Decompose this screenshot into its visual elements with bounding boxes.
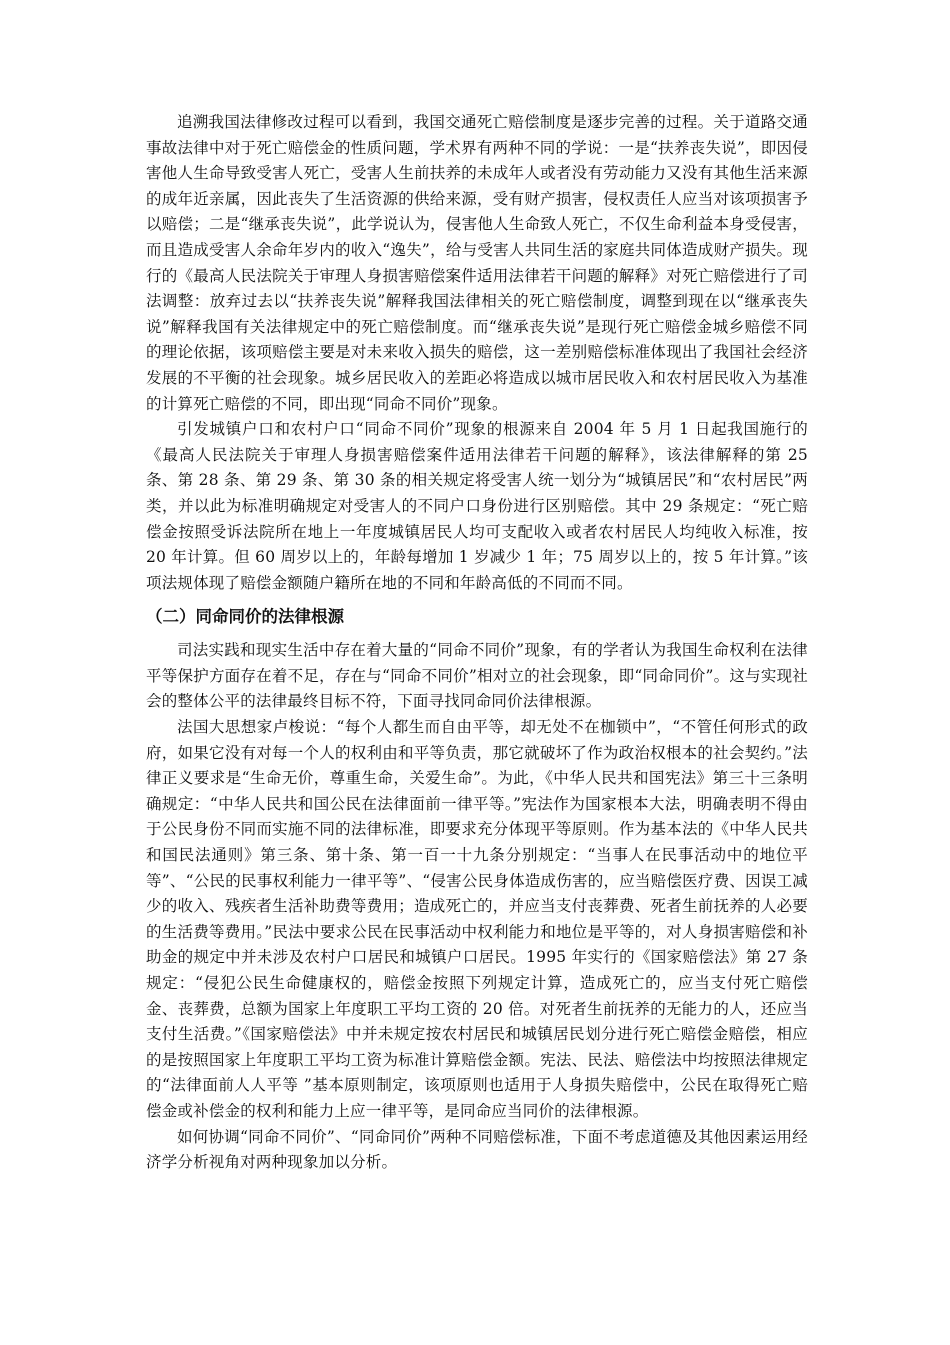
paragraph-death-compensation-theories: 追溯我国法律修改过程可以看到，我国交通死亡赔偿制度是逐步完善的过程。关于道路交通事故法律中对于死亡赔偿金的性质问题，学术界有两种不同的学说：一是“扶养丧失说”，即因侵害他人生命导致受害人死亡，受害人生前扶养的未成年人或者没有劳动能力又没有其他生活来源的成年近亲属，因此丧失了生活资源的供给来源，受有财产损害，侵权责任人应当对该项损害予以赔偿；二是“继承丧失说”，此学说认为，侵害他人生命致人死亡，不仅生命利益本身受侵害，而且造成受害人余命年岁内的收入“逸失”，给与受害人共同生活的家庭共同体造成财产损失。现行的《最高人民法院关于审理人身损害赔偿案件适用法律若干问题的解释》对死亡赔偿进行了司法调整：放弃过去以“扶养丧失说”解释我国法律相关的死亡赔偿制度，调整到现在以“继承丧失说”解释我国有关法律规定中的死亡赔偿制度。而“继承丧失说”是现行死亡赔偿金城乡赔偿不同的理论依据，该项赔偿主要是对未来收入损失的赔偿，这一差别赔偿标准体现出了我国社会经济发展的不平衡的社会现象。城乡居民收入的差距必将造成以城市居民收入和农村居民收入为基准的计算死亡赔偿的不同，即出现“同命不同价”现象。	[146, 113, 808, 413]
paragraph-urban-rural-origin: 引发城镇户口和农村户口“同命不同价”现象的根源来自 2004 年 5 月 1 日起我国施行的《最高人民法院关于审理人身损害赔偿案件适用法律若干问题的解释》，该法律解释的第 25 条、第 28 条、第 29 条、第 30 条的相关规定将受害人统一划分为“城镇居民”和“农村居民”两类，并以此为标准明确规定对受害人的不同户口身份进行区别赔偿。其中 29 条规定：“死亡赔偿金按照受诉法院所在地上一年度城镇居民人均可支配收入或者农村居民人均纯收入标准，按 20 年计算。但 60 周岁以上的，年龄每增加 1 岁减少 1 年；75 周岁以上的，按 5 年计算。”该项法规体现了赔偿金额随户籍所在地的不同和年龄高低的不同而不同。	[146, 420, 808, 592]
document-page	[146, 110, 808, 1176]
paragraph-legal-basis: 法国大思想家卢梭说：“每个人都生而自由平等，却无处不在枷锁中”，“不管任何形式的政府，如果它没有对每一个人的权利由和平等负责，那它就破坏了作为政治权根本的社会契约。”法律正义要求是“生命无价，尊重生命，关爱生命”。为此，《中华人民共和国宪法》第三十三条明确规定：“中华人民共和国公民在法律面前一律平等。”宪法作为国家根本大法，明确表明不得由于公民身份不同而实施不同的法律标准，即要求充分体现平等原则。作为基本法的《中华人民共和国民法通则》第三条、第十条、第一百一十九条分别规定：“当事人在民事活动中的地位平等”、“公民的民事权利能力一律平等”、“侵害公民身体造成伤害的，应当赔偿医疗费、因误工减少的收入、残疾者生活补助费等费用；造成死亡的，并应当支付丧葬费、死者生前抚养的人必要的生活费等费用。”民法中要求公民在民事活动中权利能力和地位是平等的，对人身损害赔偿和补助金的规定中并未涉及农村户口居民和城镇户口居民。1995 年实行的《国家赔偿法》第 27 条规定：“侵犯公民生命健康权的，赔偿金按照下列规定计算，造成死亡的，应当支付死亡赔偿金、丧葬费，总额为国家上年度职工平均工资的 20 倍。对死者生前抚养的无能力的人，还应当支付生活费。”《国家赔偿法》中并未规定按农村居民和城镇居民划分进行死亡赔偿金赔偿，相应的是按照国家上年度职工平均工资为标准计算赔偿金额。宪法、民法、赔偿法中均按照法律规定的“法律面前人人平等 ”基本原则制定，该项原则也适用于人身损失赔偿中，公民在取得死亡赔偿金或补偿金的权利和能力上应一律平等，是同命应当同价的法律根源。	[146, 718, 808, 1120]
paragraph-economic-analysis: 如何协调“同命不同价”、“同命同价”两种不同赔偿标准，下面不考虑道德及其他因素运用经济学分析视角对两种现象加以分析。	[146, 1127, 808, 1172]
section-heading: （二）同命同价的法律根源	[146, 607, 344, 627]
paragraph-same-life-same-price: 司法实践和现实生活中存在着大量的“同命不同价”现象，有的学者认为我国生命权利在法律平等保护方面存在着不足，存在与“同命不同价”相对立的社会现象，即“同命同价”。这与实现社会的整体公平的法律最终目标不符，下面寻找同命同价法律根源。	[146, 641, 808, 711]
